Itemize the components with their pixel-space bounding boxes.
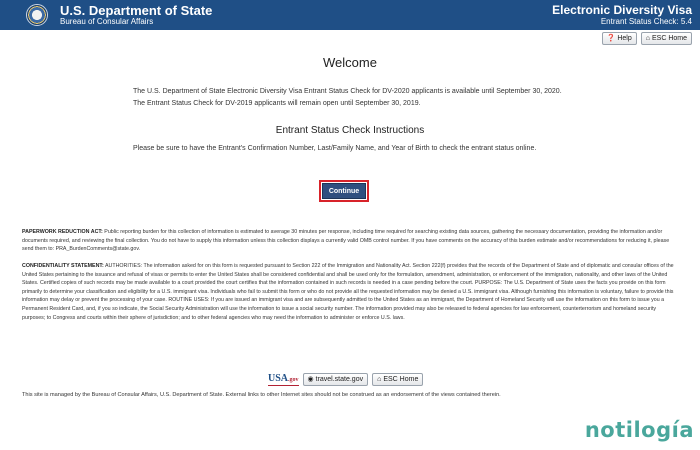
instructions-title: Entrant Status Check Instructions <box>275 125 425 136</box>
paperwork-heading: PAPERWORK REDUCTION ACT: <box>22 229 103 235</box>
help-button[interactable] <box>602 32 637 45</box>
top-button-bar <box>602 32 692 45</box>
intro-text: The U.S. Department of State Electronic Diversity Visa Entrant Status Check for DV-2020 applicants is available until September 30, 2020. The Entrant Status Check for DV-2019 applicants will remain open until September 30, 2019. <box>133 88 562 107</box>
footer-links <box>268 373 423 386</box>
home-icon: ⌂ <box>377 376 382 383</box>
help-icon: ❓ <box>606 35 616 42</box>
app-title: Electronic Diversity Visa <box>552 3 692 17</box>
paperwork-text: Public reporting burden for this collection of information is estimated to average 30 minutes per response, including time required for searching existing data sources, gathering the necessary documentation, providing the information and/or documents required, and reviewing the final collection. You do not have to supply this information unless this collection displays a currently valid OMB control number. If you have comments on the accuracy of this burden estimate and/or recommendations for reducing it, please send them to: PRA_BurdenComments@state.gov. <box>22 229 670 253</box>
usagov-logo-text: USA <box>268 373 289 384</box>
continue-button[interactable]: Continue <box>322 183 366 199</box>
esc-home-button-label: ESC Home <box>651 35 687 42</box>
esc-home-button[interactable] <box>641 32 692 45</box>
bureau-name: Bureau of Consular Affairs <box>60 17 154 26</box>
department-name: U.S. Department of State <box>60 3 213 18</box>
confidentiality-heading: CONFIDENTIALITY STATEMENT: <box>22 263 104 269</box>
page-title: Welcome <box>323 55 377 70</box>
travel-state-gov-button[interactable] <box>303 373 369 386</box>
globe-icon: ◉ <box>307 376 314 383</box>
app-subtitle: Entrant Status Check: 5.4 <box>600 17 692 26</box>
footer-esc-home-label: ESC Home <box>383 376 419 383</box>
help-button-label: Help <box>617 35 632 42</box>
continue-button-highlight <box>319 180 369 202</box>
travel-state-gov-label: travel.state.gov <box>315 376 364 383</box>
usagov-logo-suffix: .gov <box>288 377 299 383</box>
site-header <box>0 0 700 30</box>
paperwork-reduction-notice <box>22 228 678 254</box>
confidentiality-text: AUTHORITIES: The information asked for on this form is requested pursuant to Section 222 of the Immigration and Nationality Act. Section 222(f) provides that the records of the Department of State and of diplomatic and consular offices of the United States pertaining to the issuance and refusal of visas or permits to enter the United States shall be considered confidential and shall be used only for the formulation, amendment, administration, or enforcement of the immigration, nationality, and other laws of the United States. Certified copies of such records may be made available to a court provided the court certifies that the information contained in such records is needed in a case pending before the court. PURPOSE: The U.S. Department of State uses the facts you provide on this form primarily to determine your classification and eligibility for a U.S. immigrant visa. Individuals who fail to submit this form or who do not provide all the requested information may be denied a U.S. immigrant visa. Although furnishing this information is voluntary, failure to provide this information may delay or prevent the processing of your case. ROUTINE USES: If you are issued an immigrant visa and are subsequently admitted to the United States as an immigrant, the Department of Homeland Security will use the information on this form to issue you a Permanent Resident Card, and, if you so indicate, the Social Security Administration will use the information to issue a social security number. The information provided may also be released to federal agencies for law enforcement, counterterrorism and homeland security purposes; to Congress and courts within their sphere of jurisdiction; and to other federal agencies who may need the information to administer or enforce U.S. laws. <box>22 263 674 321</box>
footer-esc-home-button[interactable] <box>372 373 423 386</box>
usagov-logo-link[interactable] <box>268 373 299 386</box>
confidentiality-statement <box>22 262 678 322</box>
instructions-text: Please be sure to have the Entrant's Confirmation Number, Last/Family Name, and Year of Birth to check the entrant status online. <box>133 145 537 152</box>
home-icon: ⌂ <box>645 35 650 42</box>
department-seal-icon <box>26 4 48 26</box>
footer-disclaimer: This site is managed by the Bureau of Consular Affairs, U.S. Department of State. External links to other Internet sites should not be construed as an endorsement of the views contained therein. <box>22 392 501 398</box>
watermark-logo: notilogía <box>584 418 694 442</box>
